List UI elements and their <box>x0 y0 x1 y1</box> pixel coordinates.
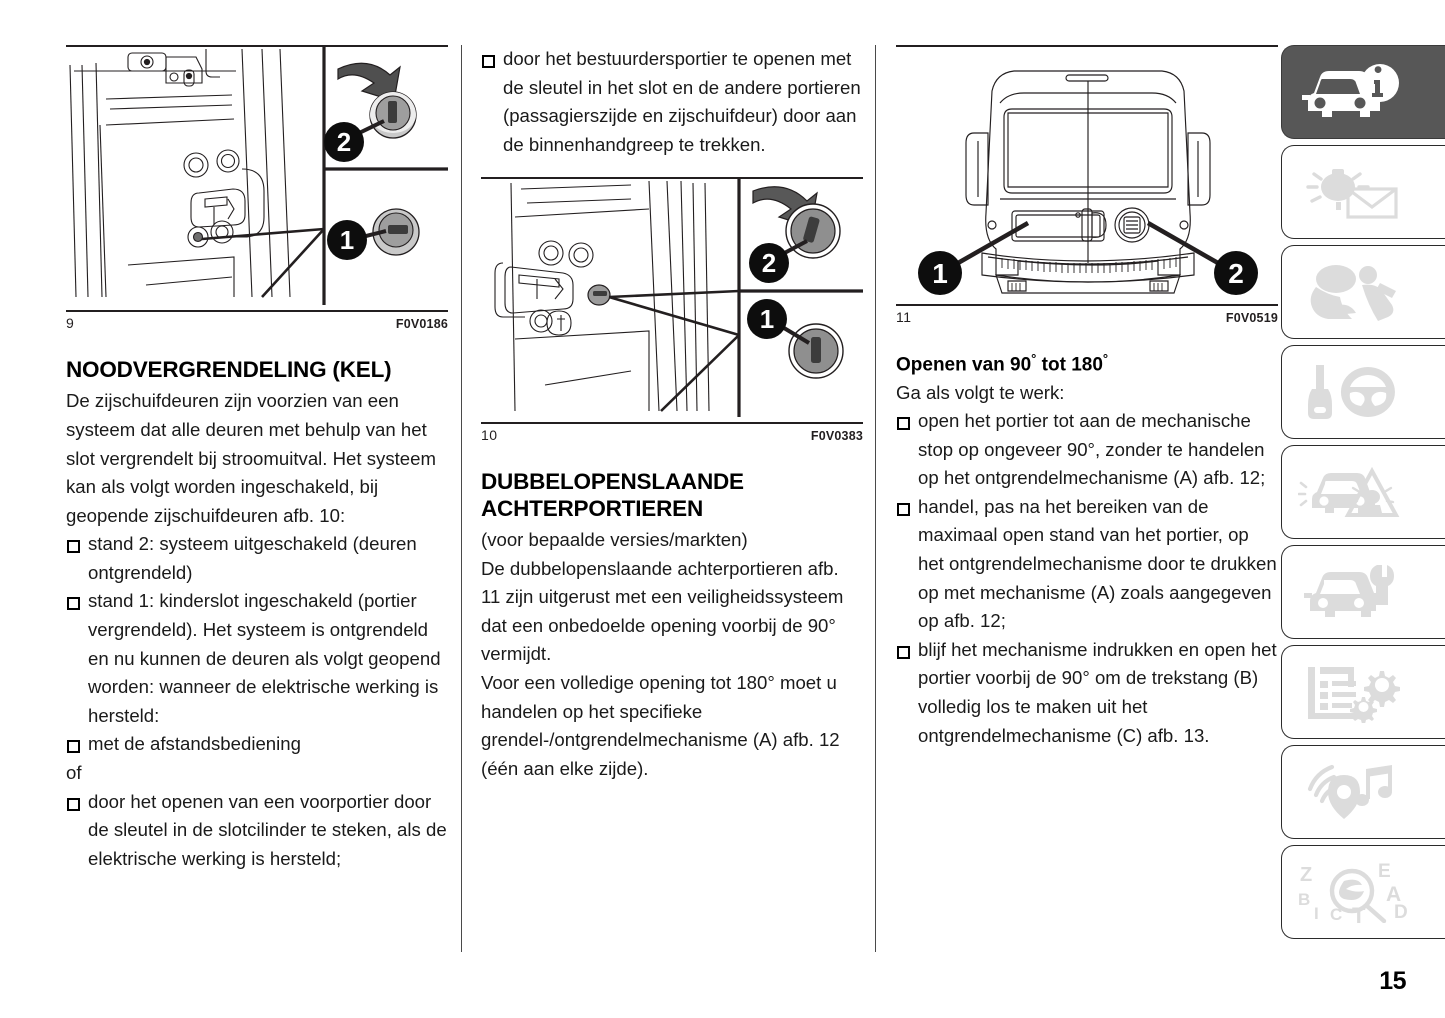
bullet-item: handel, pas na het bereiken van de maximaal open stand van het portier, op het ontgrendelmechanisme door te drukken op met mechanisme (A) zoals aangegeven op afb. 12; <box>896 493 1278 636</box>
callout-label-1: 1 <box>339 225 355 255</box>
callout-label-1: 1 <box>759 304 775 335</box>
svg-text:T: T <box>1352 903 1366 923</box>
column-1 <box>66 45 448 873</box>
column-divider-2 <box>875 45 876 952</box>
callout-label-1: 1 <box>932 258 948 289</box>
sidebar-tab-onderhoud[interactable] <box>1281 545 1445 639</box>
paragraph: Voor een volledige opening tot 180° moet u handelen op het specifieke grendel-/ontgrendelmechanisme (A) afb. 12 (één aan elke zijde). <box>481 671 840 779</box>
column-divider-1 <box>461 45 462 952</box>
column-2 <box>481 45 863 783</box>
paragraph-versies: (voor bepaalde versies/markten) <box>481 529 748 550</box>
subheading-part-2: tot 180 <box>1036 354 1103 376</box>
sidebar-tab-noodgevallen[interactable] <box>1281 445 1445 539</box>
car-warning-icon <box>1298 461 1402 523</box>
degree-symbol-1: ° <box>1031 351 1037 366</box>
sidebar-tab-kennismaking-met-de-auto[interactable] <box>1281 45 1445 139</box>
paragraph: De zijschuifdeuren zijn voorzien van een systeem dat alle deuren met behulp van het slot vergrendelt bij stroomuitval. Het systeem kan als volgt worden ingeschakeld, bij geopende zijschuifdeuren afb. 10: <box>66 390 436 526</box>
figure-10-illustration <box>481 179 863 422</box>
figure-9-illustration <box>66 47 448 310</box>
car-info-icon <box>1298 61 1402 123</box>
svg-text:E: E <box>1378 861 1391 882</box>
sidebar-tab-technische-gegevens[interactable] <box>1281 645 1445 739</box>
svg-text:A: A <box>1386 883 1402 906</box>
callout-label-2: 2 <box>336 127 352 157</box>
figure-11-caption <box>896 306 1278 325</box>
figure-9-caption <box>66 312 448 331</box>
sidebar-tab-alfabetisch-register[interactable] <box>1281 845 1445 939</box>
figure-11 <box>896 45 1278 325</box>
sidebar-tab-starten-en-rijden[interactable] <box>1281 345 1445 439</box>
subheading-part-1: Openen van 90 <box>896 354 1032 376</box>
callout-label-2: 2 <box>1228 258 1244 289</box>
key-steering-icon <box>1298 361 1402 423</box>
page-number: 15 <box>1379 967 1406 995</box>
bullet-item: met de afstandsbediening <box>66 730 448 759</box>
bullet-item: stand 2: systeem uitgeschakeld (deuren ontgrendeld) <box>66 530 448 587</box>
svg-text:B: B <box>1298 890 1311 909</box>
figure-code: F0V0186 <box>395 317 448 331</box>
svg-text:Z: Z <box>1300 864 1313 886</box>
figure-10-caption <box>481 424 863 443</box>
index-search-icon <box>1298 861 1416 923</box>
figure-code: F0V0519 <box>1225 311 1278 325</box>
figure-number: 9 <box>66 315 75 331</box>
degree-symbol-2: ° <box>1102 351 1109 366</box>
radio-music-icon <box>1298 761 1402 823</box>
figure-code: F0V0383 <box>810 429 863 444</box>
section-heading-noodvergrendeling: NOODVERGRENDELING (KEL) <box>66 357 392 382</box>
car-wrench-icon <box>1298 561 1402 623</box>
figure-10 <box>481 177 863 443</box>
column-3 <box>896 45 1278 750</box>
section-heading-achterportieren: DUBBELOPENSLAANDE ACHTERPORTIEREN <box>481 469 744 521</box>
figure-number: 11 <box>896 309 912 325</box>
list-gears-icon <box>1298 661 1402 723</box>
sidebar-tab-veiligheid[interactable] <box>1281 245 1445 339</box>
subheading-openen-90-180 <box>896 351 1278 377</box>
figure-number: 10 <box>481 427 498 444</box>
paragraph-of: of <box>66 762 82 784</box>
section-tab-sidebar <box>1281 45 1445 953</box>
bullet-item-lead: door het bestuurdersportier te openen met de sleutel in het slot en de andere portieren (passagierszijde en zijschuifdeur) door aan de binnenhandgreep te trekken. <box>481 45 863 159</box>
svg-text:I: I <box>1314 904 1319 923</box>
figure-11-illustration <box>896 47 1278 304</box>
paragraph: Ga als volgt te werk: <box>896 381 1065 403</box>
dashboard-mail-icon <box>1298 161 1402 223</box>
svg-text:C: C <box>1330 905 1343 923</box>
bullet-item: door het openen van een voorportier door de sleutel in de slotcilinder te steken, als de elektrische werking is hersteld; <box>66 788 448 874</box>
sidebar-tab-multimedia[interactable] <box>1281 745 1445 839</box>
figure-9 <box>66 45 448 331</box>
bullet-item: blijf het mechanisme indrukken en open het portier voorbij de 90° om de trekstang (B) volledig los te maken uit het ontgrendelmechanisme (C) afb. 13. <box>896 636 1278 750</box>
paragraph: De dubbelopenslaande achterportieren afb. 11 zijn uitgerust met een veiligheidssysteem dat een onbedoelde opening voorbij de 90° vermijdt. <box>481 557 844 665</box>
callout-label-2: 2 <box>761 248 777 279</box>
svg-text:D: D <box>1394 902 1408 923</box>
bullet-item: open het portier tot aan de mechanische stop op ongeveer 90°, zonder te handelen op het ontgrendelmechanisme (A) afb. 12; <box>896 407 1278 493</box>
bullet-item: stand 1: kinderslot ingeschakeld (portier vergrendeld). Het systeem is ontgrendeld en nu kunnen de deuren als volgt geopend worden: wanneer de elektrische werking is hersteld: <box>66 587 448 730</box>
sidebar-tab-dashboard[interactable] <box>1281 145 1445 239</box>
airbag-safety-icon <box>1298 261 1402 323</box>
